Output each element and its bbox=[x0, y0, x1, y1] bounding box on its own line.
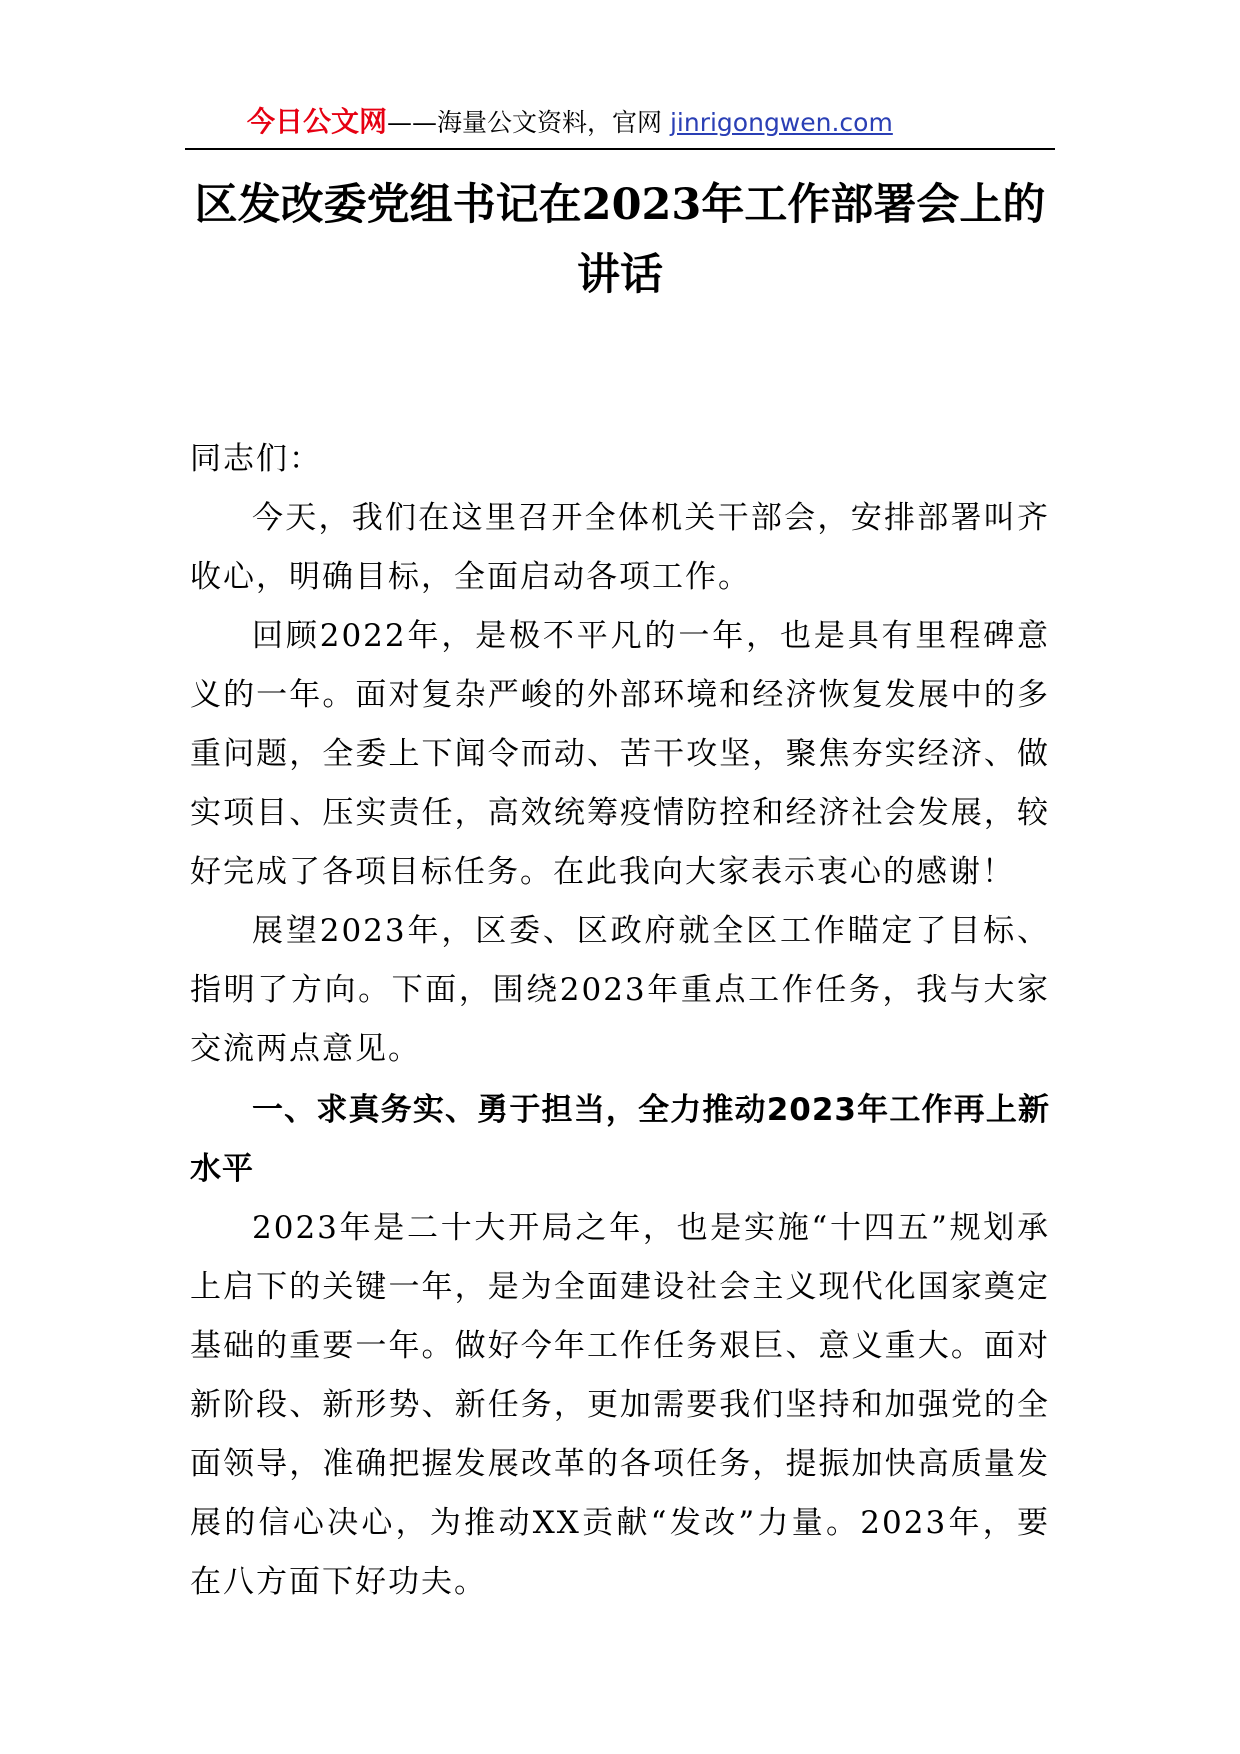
header-divider bbox=[185, 148, 1055, 150]
section-heading: 一、求真务实、勇于担当，全力推动2023年工作再上新水平 bbox=[190, 1092, 1050, 1187]
header-line bbox=[247, 106, 893, 139]
salutation: 同志们： bbox=[190, 441, 322, 477]
header-tagline: ——海量公文资料，官网 bbox=[387, 108, 670, 137]
document-title: 区发改委党组书记在2023年工作部署会上的讲话 bbox=[194, 180, 1046, 300]
body-paragraph: 回顾2022年，是极不平凡的一年，也是具有里程碑意义的一年。面对复杂严峻的外部环境和经济恢复发展中的多重问题，全委上下闻令而动、苦干攻坚，聚焦夯实经济、做实项目、压实责任，高效统筹疫情防控和经济社会发展，较好完成了各项目标任务。在此我向大家表示衷心的感谢！ bbox=[190, 618, 1050, 890]
body-paragraph: 今天，我们在这里召开全体机关干部会，安排部署叫齐收心，明确目标，全面启动各项工作。 bbox=[190, 500, 1050, 595]
section-paragraph: 2023年是二十大开局之年，也是实施“十四五”规划承上启下的关键一年，是为全面建设社会主义现代化国家奠定基础的重要一年。做好今年工作任务艰巨、意义重大。面对新阶段、新形势、新任务，更加需要我们坚持和加强党的全面领导，准确把握发展改革的各项任务，提振加快高质量发展的信心决心，为推动XX贡献“发改”力量。2023年，要在八方面下好功夫。 bbox=[190, 1210, 1050, 1600]
body-paragraph: 展望2023年，区委、区政府就全区工作瞄定了目标、指明了方向。下面，围绕2023年重点工作任务，我与大家交流两点意见。 bbox=[190, 913, 1050, 1067]
page-header bbox=[185, 104, 1055, 152]
brand-name: 今日公文网 bbox=[247, 105, 388, 138]
document-body bbox=[190, 430, 1050, 1612]
website-link[interactable]: jinrigongwen.com bbox=[669, 108, 893, 137]
